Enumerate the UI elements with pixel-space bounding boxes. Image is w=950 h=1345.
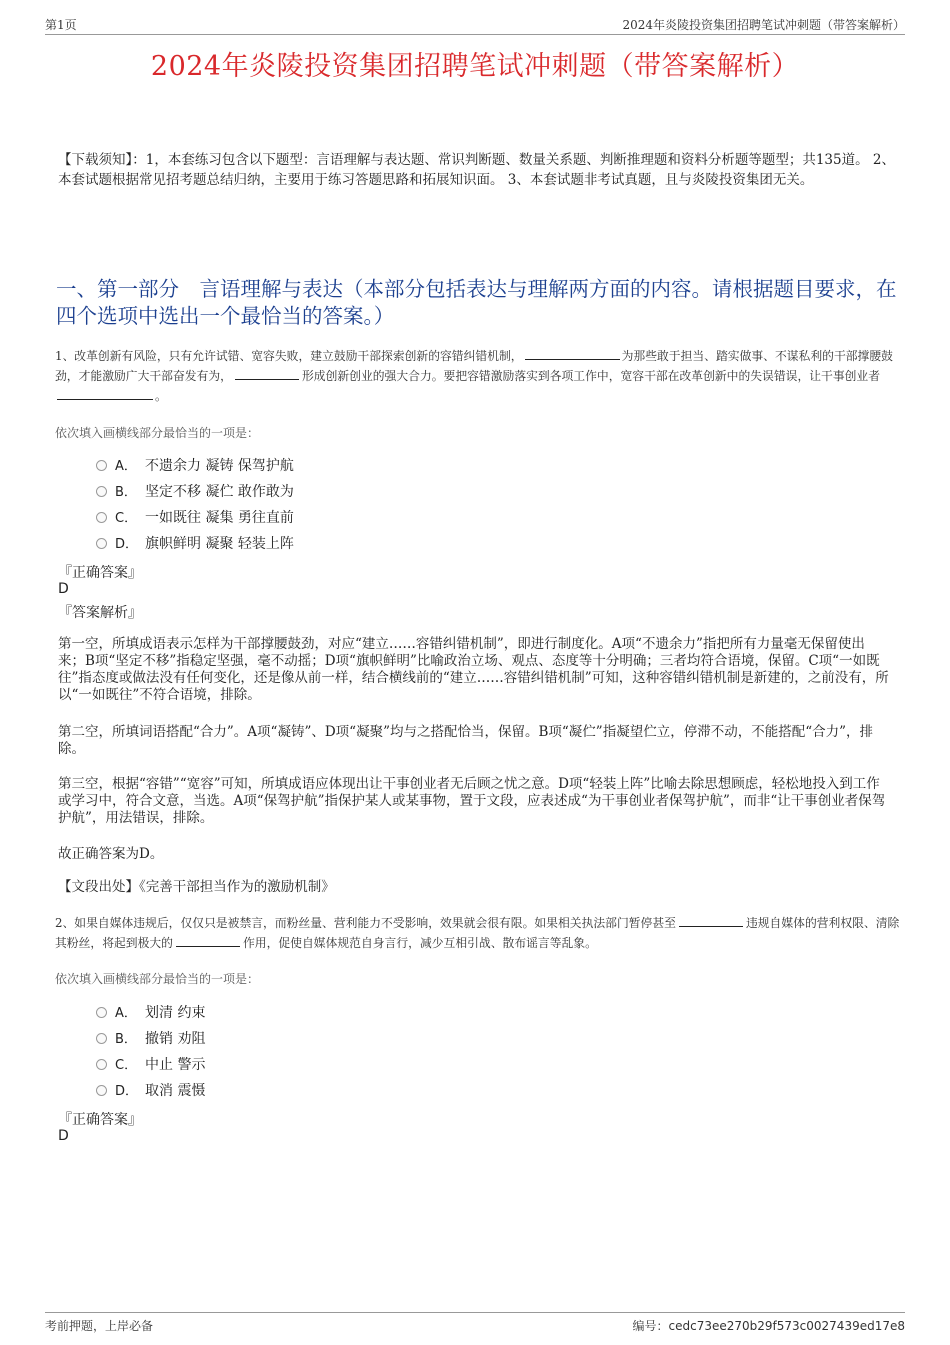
question-2-prompt: 依次填入画横线部分最恰当的一项是： bbox=[55, 972, 260, 986]
question-2-stem: 2、如果自媒体违规后，仅仅只是被禁言，而粉丝量、营利能力不受影响，效果就会很有限。如果相关执法部门暂停甚至 违规自媒体的营利权限、清除其粉丝，将起到极大的 作用，促使自媒体规范自身言行，减少互相引战、散布谣言等乱象。 bbox=[55, 913, 900, 953]
q1-option-b[interactable]: B． 坚定不移 凝伫 敢作敢为 bbox=[96, 482, 294, 502]
blank-3 bbox=[57, 386, 153, 400]
page-footer bbox=[45, 1312, 905, 1333]
document-title: 2024年炎陵投资集团招聘笔试冲刺题（带答案解析） bbox=[150, 51, 800, 82]
radio-icon[interactable] bbox=[96, 1085, 107, 1096]
q1-option-c[interactable]: C． 一如既往 凝集 勇往直前 bbox=[96, 508, 294, 528]
blank-2 bbox=[235, 366, 299, 380]
q2-option-b[interactable]: B． 撤销 劝阻 bbox=[96, 1029, 205, 1049]
q2-option-d[interactable]: D． 取消 震慑 bbox=[96, 1081, 205, 1101]
q2-option-c[interactable]: C． 中止 警示 bbox=[96, 1055, 205, 1075]
radio-icon[interactable] bbox=[96, 512, 107, 523]
q1-analysis-conclusion: 故正确答案为D。 bbox=[58, 846, 164, 862]
q1-analysis-label: 『答案解析』 bbox=[58, 605, 142, 621]
blank-1 bbox=[525, 346, 620, 360]
footer-code: 编号：cedc73ee270b29f573c0027439ed17e8 bbox=[632, 1319, 905, 1333]
q1-answer: D bbox=[58, 581, 69, 597]
radio-icon[interactable] bbox=[96, 538, 107, 549]
question-1-prompt: 依次填入画横线部分最恰当的一项是： bbox=[55, 426, 260, 440]
q2-answer-label: 『正确答案』 bbox=[58, 1112, 142, 1128]
q1-option-a[interactable]: A． 不遗余力 凝铸 保驾护航 bbox=[96, 456, 294, 476]
q1-source: 【文段出处】《完善干部担当作为的激励机制》 bbox=[58, 879, 335, 895]
q2-answer: D bbox=[58, 1128, 69, 1144]
footer-slogan: 考前押题，上岸必备 bbox=[45, 1319, 154, 1333]
radio-icon[interactable] bbox=[96, 1007, 107, 1018]
q1-analysis-para-1: 第一空，所填成语表示怎样为干部撑腰鼓劲，对应“建立……容错纠错机制”，即进行制度化。A项“不遗余力”指把所有力量毫无保留使出来；B项“坚定不移”指稳定坚强，毫不动摇；D项“旗帜鲜明”比喻政治立场、观点、态度等十分明确；三者均符合语境，保留。C项“一如既往”指态度或做法没有任何变化，还是像从前一样，结合横线前的“建立……容错纠错机制”可知，这种容错纠错机制是新建的，之前没有，所以“一如既往”不符合语境，排除。 bbox=[58, 636, 889, 703]
download-notice: 【下载须知】：1，本套练习包含以下题型：言语理解与表达题、常识判断题、数量关系题、判断推理题和资料分析题等题型；共135道。 2、本套试题根据常见招考题总结归纳，主要用于练习答题思路和拓展知识面。 3、本套试题非考试真题，且与炎陵投资集团无关。 bbox=[58, 152, 895, 188]
radio-icon[interactable] bbox=[96, 486, 107, 497]
radio-icon[interactable] bbox=[96, 460, 107, 471]
blank-2 bbox=[176, 933, 240, 947]
section-heading: 一、第一部分 言语理解与表达（本部分包括表达与理解两方面的内容。请根据题目要求，在四个选项中选出一个最恰当的答案。） bbox=[56, 277, 897, 328]
radio-icon[interactable] bbox=[96, 1033, 107, 1044]
q2-option-a[interactable]: A． 划清 约束 bbox=[96, 1003, 205, 1023]
q1-answer-label: 『正确答案』 bbox=[58, 565, 142, 581]
q1-option-d[interactable]: D． 旗帜鲜明 凝聚 轻装上阵 bbox=[96, 534, 294, 554]
page-number: 第1页 bbox=[45, 18, 77, 32]
q1-analysis-para-3: 第三空，根据“容错”“宽容”可知，所填成语应体现出让干事创业者无后顾之忧之意。D项“轻装上阵”比喻去除思想顾虑，轻松地投入到工作或学习中，符合文意，当选。A项“保驾护航”指保护某人或某事物，置于文段，应表述成“为干事创业者保驾护航”，而非“让干事创业者保驾护航”，用法错误，排除。 bbox=[58, 776, 886, 826]
question-1-stem: 1、改革创新有风险，只有允许试错、宽容失败，建立鼓励干部探索创新的容错纠错机制， 为那些敢于担当、踏实做事、不谋私利的干部撑腰鼓劲，才能激励广大干部奋发有为， 形成创新创业的强大合力。要把容错激励落实到各项工作中，宽容干部在改革创新中的失误错误，让干事创业者。 bbox=[55, 346, 900, 406]
header-doc-title: 2024年炎陵投资集团招聘笔试冲刺题（带答案解析） bbox=[622, 18, 905, 32]
blank-1 bbox=[679, 913, 743, 927]
page-header bbox=[45, 14, 905, 35]
radio-icon[interactable] bbox=[96, 1059, 107, 1070]
q1-analysis-para-2: 第二空，所填词语搭配“合力”。A项“凝铸”、D项“凝聚”均与之搭配恰当，保留。B项“凝伫”指凝望伫立，停滞不动，不能搭配“合力”，排除。 bbox=[58, 724, 874, 757]
